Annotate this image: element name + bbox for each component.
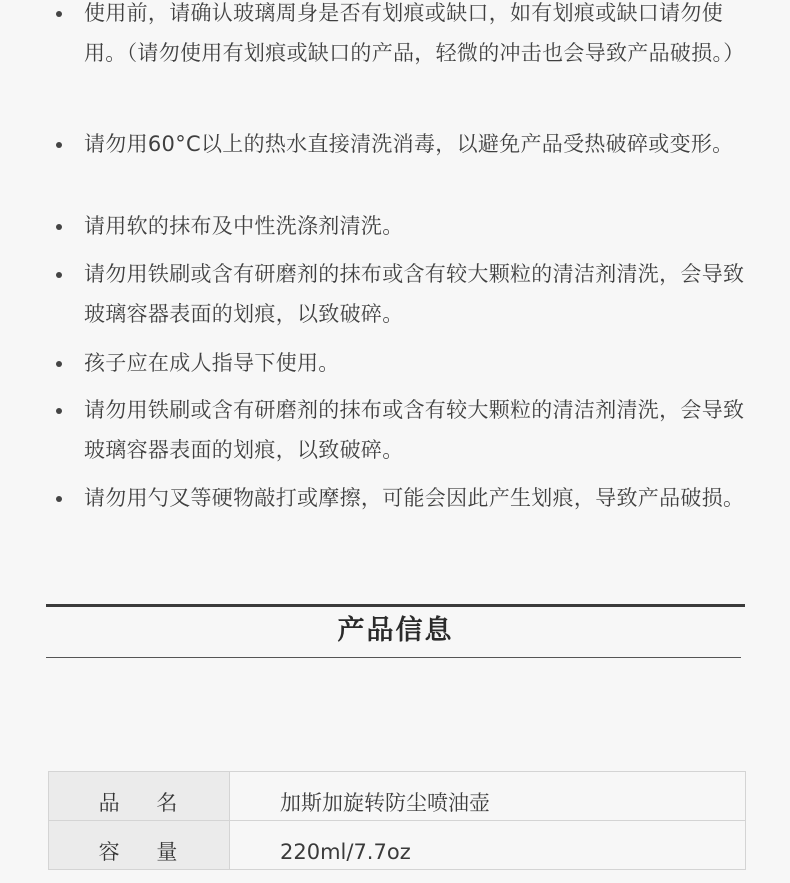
- bullet-icon: [56, 361, 62, 367]
- row-label-name: 品 名: [49, 772, 230, 820]
- bullet-icon: [56, 408, 62, 414]
- row-value-capacity: 220ml/7.7oz: [230, 821, 746, 869]
- bullet-icon: [56, 224, 62, 230]
- row-value-name: 加斯加旋转防尘喷油壶: [230, 772, 746, 820]
- note-item-7: 请勿用勺叉等硬物敲打或摩擦，可能会因此产生划痕，导致产品破损。: [84, 486, 745, 510]
- bullet-icon: [56, 496, 62, 502]
- product-info-table: [48, 771, 746, 870]
- note-item-6: 请勿用铁刷或含有研磨剂的抹布或含有较大颗粒的清洁剂清洗，会导致玻璃容器表面的划痕，以致破碎。: [84, 398, 745, 462]
- bullet-icon: [56, 272, 62, 278]
- section-title: 产品信息: [337, 615, 454, 646]
- note-item-2: 请勿用60°C以上的热水直接清洗消毒，以避免产品受热破碎或变形。: [84, 132, 734, 156]
- note-item-4: 请勿用铁刷或含有研磨剂的抹布或含有较大颗粒的清洁剂清洗，会导致玻璃容器表面的划痕，以致破碎。: [84, 262, 745, 326]
- note-item-3: 请用软的抹布及中性洗涤剂清洗。: [84, 214, 404, 238]
- table-row: [49, 772, 746, 821]
- section-bottom-rule: [46, 657, 741, 658]
- bullet-icon: [56, 142, 62, 148]
- table-row: [49, 821, 746, 870]
- row-label-capacity: 容 量: [49, 821, 230, 869]
- bullet-icon: [56, 11, 62, 17]
- note-item-5: 孩子应在成人指导下使用。: [84, 351, 340, 375]
- note-item-1: 使用前，请确认玻璃周身是否有划痕或缺口，如有划痕或缺口请勿使用。（请勿使用有划痕或缺口的产品，轻微的冲击也会导致产品破损。）: [84, 1, 745, 65]
